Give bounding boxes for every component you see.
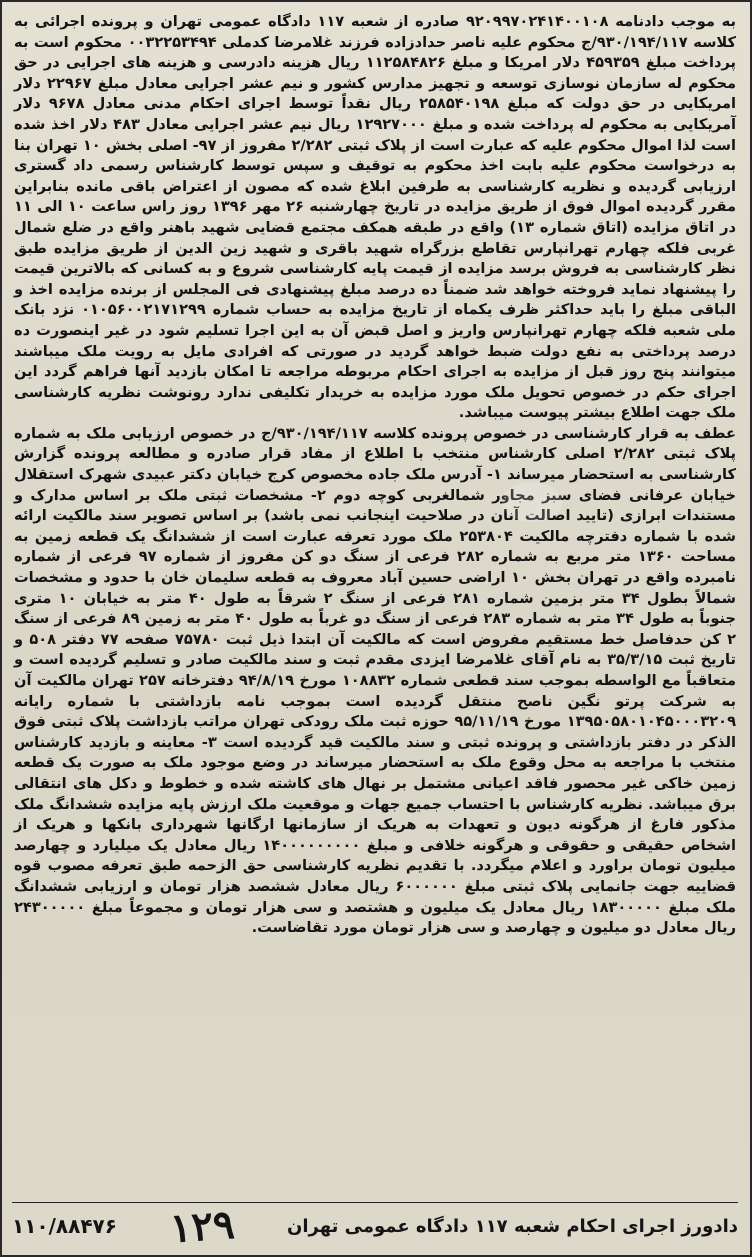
issuer-signature: دادورز اجرای احکام شعبه ۱۱۷ دادگاه عمومی تهران bbox=[287, 1215, 738, 1237]
auction-paragraph: به موجب دادنامه ۹۲۰۹۹۷۰۲۴۱۴۰۰۱۰۸ صادره از شعبه ۱۱۷ دادگاه عمومی تهران و پرونده اجرائی به کلاسه ۹۳۰/۱۹۴/۱۱۷/ج محکوم علیه ناصر حدادزاده فرزند غلامرضا کدملی ۰۰۳۲۲۵۳۴۹۴ محکوم است به پرداخت مبلغ ۴۵۹۳۵۹ دلار امریکا و مبلغ ۱۱۲۵۸۴۸۲۶ ریال هزینه دادرسی و هزینه های اجرایی در حق محکوم له سازمان نوسازی توسعه و تجهیز مدارس کشور و نیم عشر اجرایی معادل مبلغ ۲۲۹۶۷ دلار امریکایی در حق دولت که مبلغ ۲۵۸۵۴۰۱۹۸ ریال نقداً توسط اجرای احکام مدنی معادل ۹۶۷۸ دلار آمریکایی به محکوم له پرداخت شده و مبلغ ۱۲۹۲۷۰۰۰ ریال نیم عشر اجرایی معادل ۴۸۳ دلار اخذ شده است لذا اموال محکوم علیه که عبارت است از پلاک ثبتی ۲/۲۸۲ مفروز از ۹۷- اصلی بخش ۱۰ تهران بنا به درخواست محکوم علیه بابت اخذ محکوم به توقیف و سپس توسط کارشناس رسمی داد گستری ارزیابی گردیده و نظریه کارشناسی به طرفین ابلاغ شده که مصون از اعتراض باقی مانده بنابراین مقرر گردیده اموال فوق از طریق مزایده در تاریخ چهارشنبه ۲۶ مهر ۱۳۹۶ روز راس ساعت ۱۰ الی ۱۱ در اتاق مزایده (اتاق شماره ۱۳) واقع در طبقه همکف مجتمع قضایی شهید باهنر واقع در ضلع شمال غربی فلکه چهارم تهرانپارس تقاطع بزرگراه شهید باقری و شهید زین الدین از طریق مزایده طبق نظر کارشناسی به فروش برسد مزایده از قیمت پایه کارشناسی شروع و به کسانی که بالاترین قیمت را پیشنهاد نماید فروخته خواهد شد ضمناً ده درصد مبلغ پیشنهادی فی المجلس از برنده مزایده اخذ و الباقی مبلغ را باید حداکثر ظرف یکماه از تاریخ مزایده به حساب شماره ۰۱۰۵۶۰۰۲۱۷۱۲۹۹ نزد بانک ملی شعبه فلکه چهارم تهرانپارس واریز و اصل قبض آن به این اجرا تسلیم شود در غیر اینصورت ده درصد پرداختی به نفع دولت ضبط خواهد گردید در صورتی که افرادی مایل به رویت ملک میباشند میتوانند پنج روز قبل از مزایده به اجرای احکام مربوطه مراجعه تا امکان بازدید آنها فراهم گردد این اجرای حکم در خصوص تحویل ملک مورد مزایده به خریدار تکلیفی ندارد رونوشت نظریه کارشناسی ملک جهت اطلاع بیشتر پیوست میباشد. bbox=[14, 13, 737, 422]
handwritten-number: ۱۲۹ bbox=[168, 1200, 236, 1252]
reference-code: ۱۱۰/۸۸۴۷۶ bbox=[12, 1214, 117, 1238]
notice-footer bbox=[12, 1200, 738, 1252]
notice-body bbox=[14, 12, 736, 939]
appraisal-paragraph: عطف به قرار کارشناسی در خصوص پرونده کلاسه ۹۳۰/۱۹۴/۱۱۷/ج در خصوص ارزیابی ملک به شماره پلاک ثبتی ۲/۲۸۲ اصلی کارشناس منتخب با اطلاع از مفاد قرار صادره و مطالعه پرونده گزارش کارشناسی به استحضار میرساند ۱- آدرس ملک جاده مخصوص کرج خیابان دکتر عبیدی شهرک استقلال خیابان عرفانی فضای سبز مجاور شمالغربی کوچه دوم ۲- مشخصات ثبتی ملک بر اساس مدارک و مستندات ابرازی (تایید اصالت آنان در صلاحیت اینجانب نمی باشد) بر اساس تصویر سند مالکیت ارائه شده با شماره دفترچه مالکیت ۲۵۳۸۰۴ ملک مورد تعرفه عبارت است از ششدانگ یک قطعه زمین به مساحت ۱۳۶۰ متر مربع به شماره ۲۸۲ فرعی از سنگ دو کن مفروز از شماره ۹۷ فرعی از شماره نامبرده واقع در تهران بخش ۱۰ اراضی حسین آباد معروف به قطعه سلیمان خان با حدود و مشخصات شمالاً بطول ۳۴ متر بزمین شماره ۲۸۱ فرعی از سنگ ۲ شرقاً به طول ۴۰ متر به خیابان ۱۰ متری جنوباً به طول ۳۴ متر به شماره ۲۸۳ فرعی از سنگ دو غرباً به طول ۴۰ متر به زمین ۸۹ فرعی از سنگ ۲ کن حدفاصل خط مستقیم مفروض است که مالکیت آن ابتدا ذیل ثبت ۷۵۷۸۰ صفحه ۷۷ دفتر ۵۰۸ و تاریخ ثبت ۳۵/۳/۱۵ به نام آقای غلامرضا ایزدی مقدم ثبت و سند مالکیت صادر و تسلیم گردیده است و متعاقباً مع الواسطه بموجب سند قطعی شماره ۱۰۸۸۳۲ مورخ ۹۴/۸/۱۹ دفترخانه ۲۵۷ تهران مالکیت آن به شرکت پرتو نگین ناصح منتقل گردیده است بموجب نامه بازداشتی با شماره رایانه ۱۳۹۵۰۵۸۰۱۰۴۵۰۰۰۳۲۰۹ مورخ ۹۵/۱۱/۱۹ حوزه ثبت ملک رودکی تهران مراتب بازداشت پلاک ثبتی فوق الذکر در دفتر بازداشتی و پرونده ثبتی و سند مالکیت قید گردیده است ۳- معاینه و بازدید کارشناس منتخب با مراجعه به محل وقوع ملک به استحضار میرساند در وضع موجود ملک به صورت یک قطعه زمین خاکی غیر محصور فاقد اعیانی مشتمل بر نهال های کاشته شده و خطوط و دکل های انتقالی برق میباشد. نظریه کارشناس با احتساب جمیع جهات و موقعیت ملک ارزش پایه مزایده ششدانگ ملک مذکور فارغ از هرگونه دیون و تعهدات به هریک از سازمانها ارگانها شهرداری بانکها و هریک از اشخاص حقیقی و حقوقی و هرگونه خلافی و مبلغ ۱۴۰۰۰۰۰۰۰۰۰ ریال معادل یک میلیارد و چهارصد میلیون تومان براورد و اعلام میگردد. با تقدیم نظریه کارشناسی حق الزحمه طبق تعرفه مصوب قوه قضاییه جهت جانمایی پلاک ثبتی مبلغ ۶۰۰۰۰۰۰ ریال معادل ششصد هزار تومان و ارزیابی ششدانگ ملک مبلغ ۱۸۳۰۰۰۰۰ ریال معادل یک میلیون و هشتصد و سی هزار تومان و مجموعاً مبلغ ۲۴۳۰۰۰۰۰ ریال معادل دو میلیون و چهارصد و سی هزار تومان مورد تقاضاست. bbox=[14, 424, 737, 937]
paper-stain bbox=[502, 482, 562, 522]
